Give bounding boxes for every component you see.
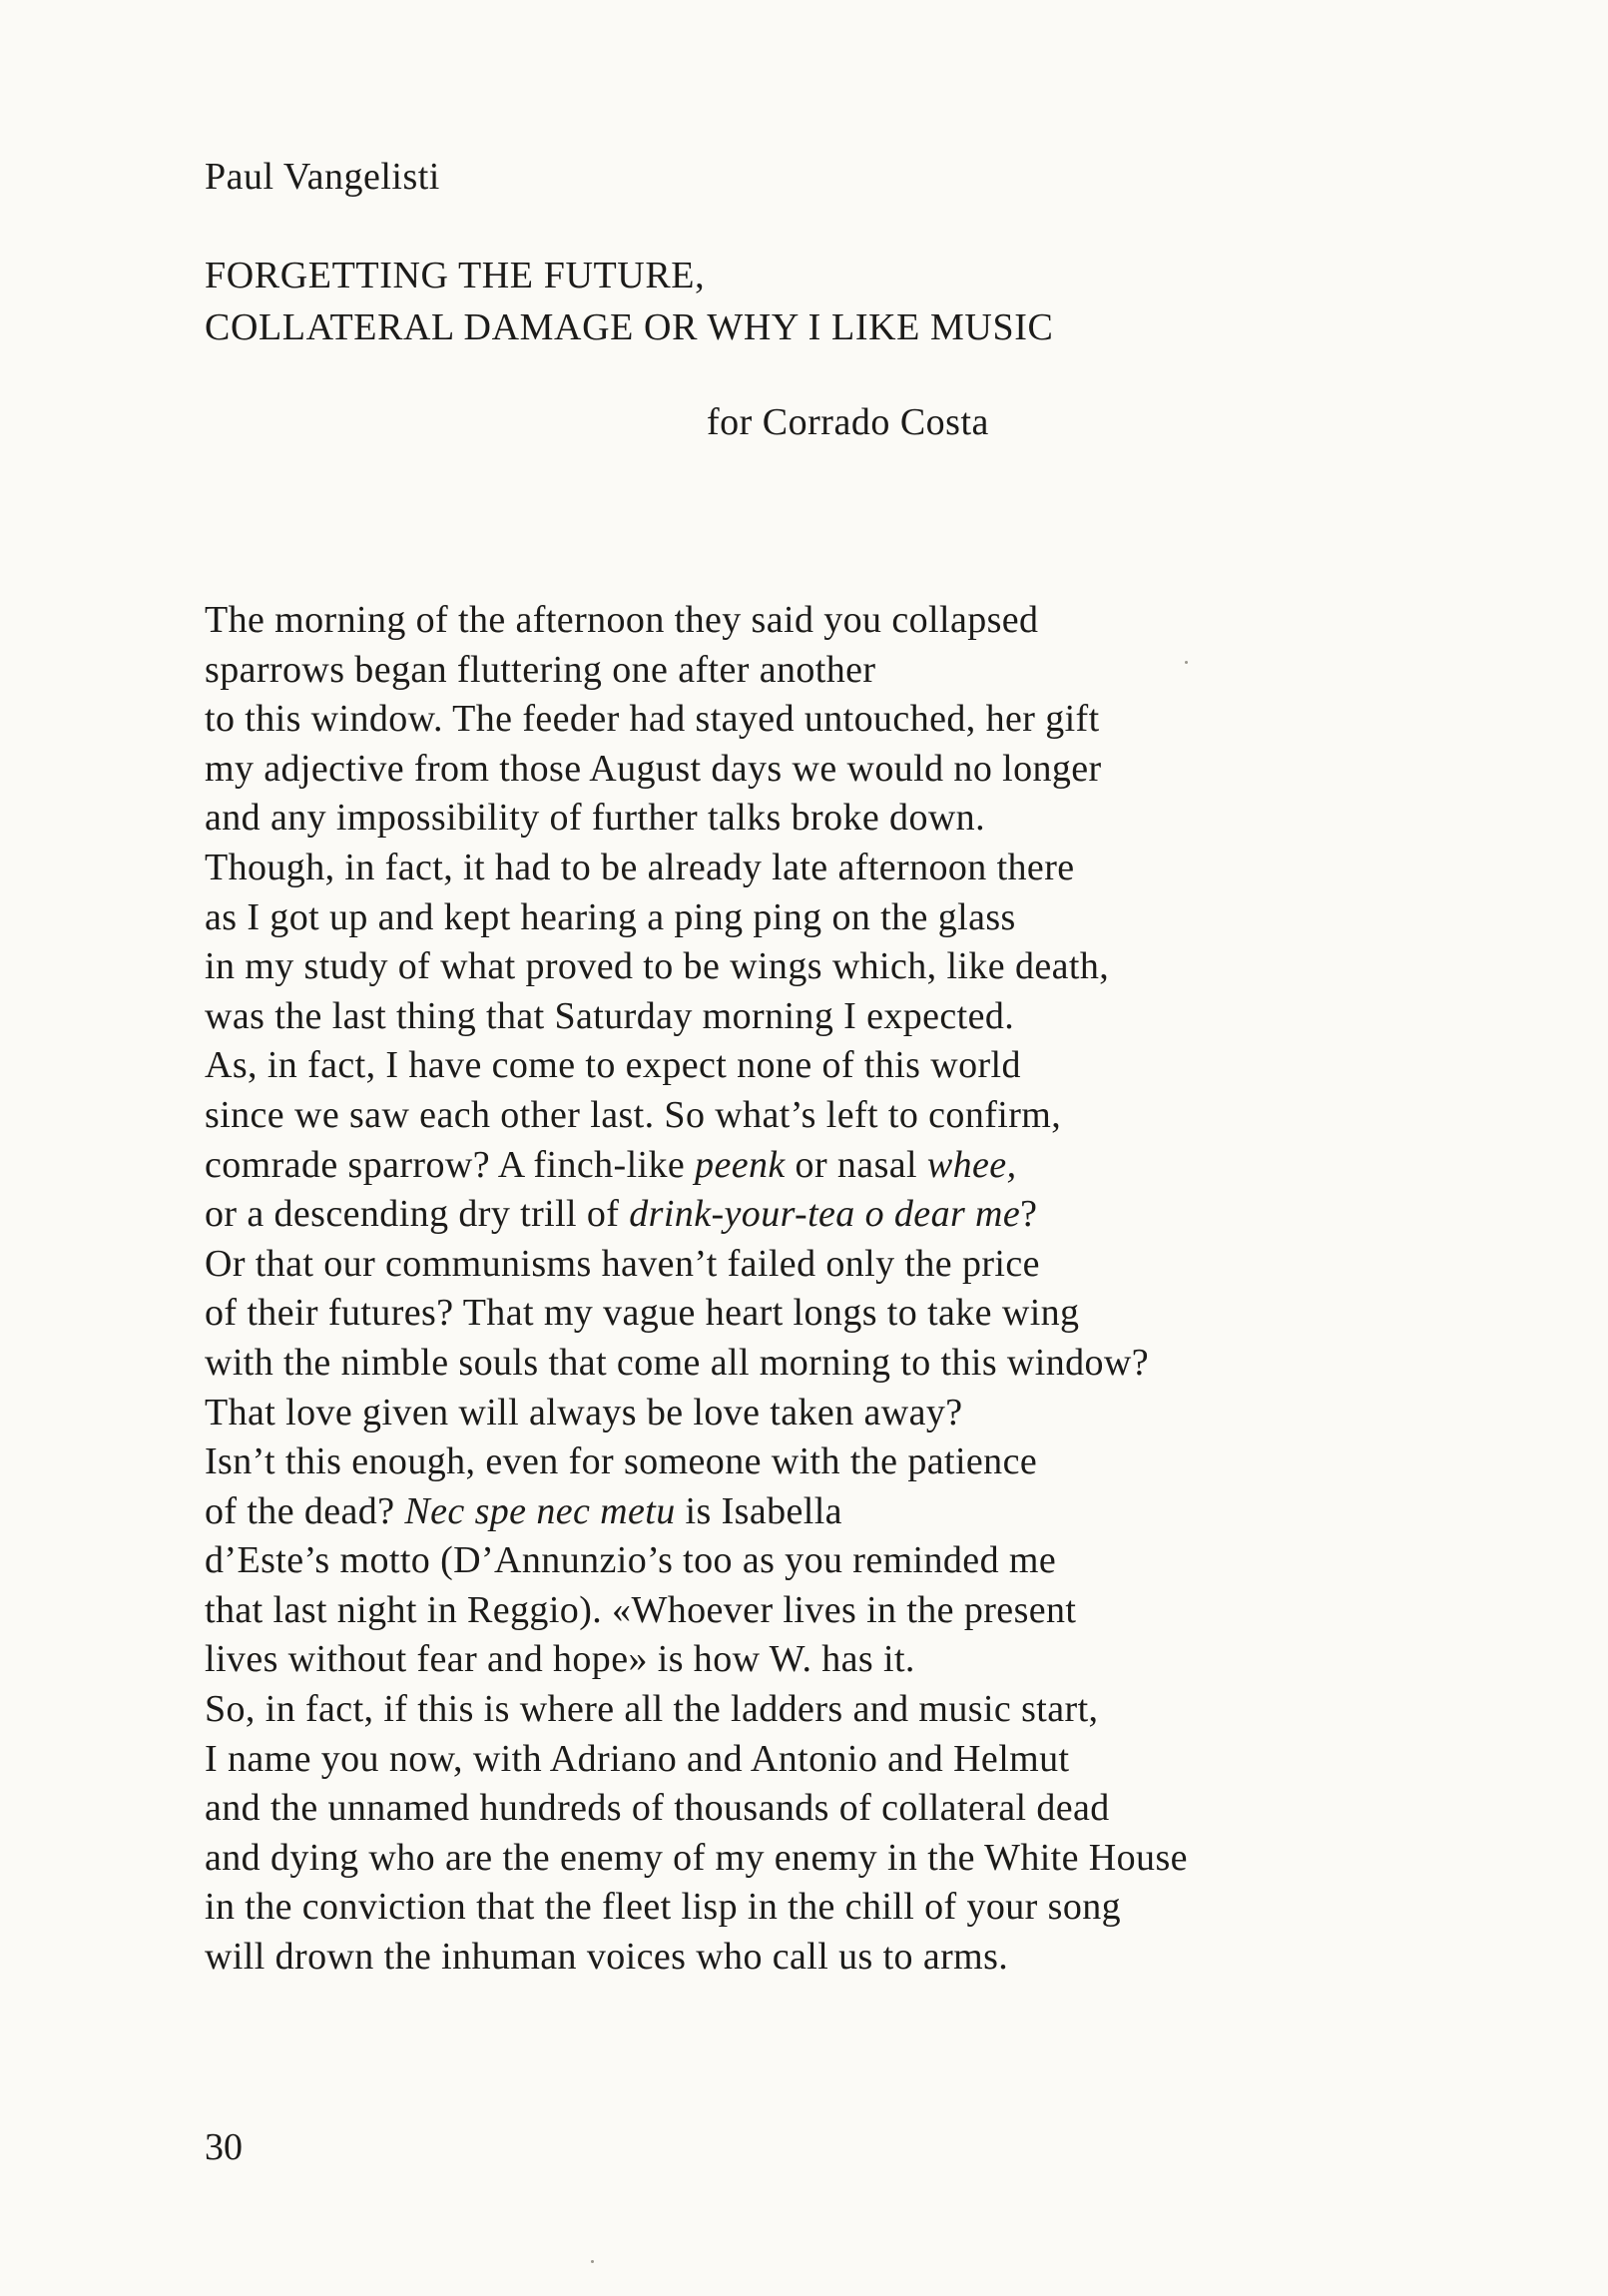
title-line: FORGETTING THE FUTURE,: [205, 255, 706, 296]
italic-phrase: drink-your-tea o dear me: [629, 1193, 1021, 1236]
poem-line: I name you now, with Adriano and Antonio and Helmut: [205, 1737, 1070, 1780]
dedication: for Corrado Costa: [707, 401, 989, 443]
poem-text: ?: [1020, 1193, 1038, 1236]
poem-line: and any impossibility of further talks broke down.: [205, 797, 985, 840]
poem-line: will drown the inhuman voices who call us to arms.: [205, 1936, 1009, 1979]
poem-line: that last night in Reggio). «Whoever lives in the present: [205, 1588, 1077, 1631]
poem-text: comrade sparrow? A finch-like: [205, 1143, 696, 1186]
poem-text: is Isabella: [675, 1489, 842, 1532]
poem-line: since we saw each other last. So what’s left to confirm,: [205, 1093, 1062, 1136]
poem-line: of their futures? That my vague heart longs to take wing: [205, 1292, 1080, 1335]
poem-line: So, in fact, if this is where all the ladders and music start,: [205, 1688, 1099, 1731]
poem-text: or a descending dry trill of: [205, 1193, 630, 1236]
poem-line: The morning of the afternoon they said you collapsed: [205, 599, 1039, 641]
poem-line: in the conviction that the fleet lisp in the chill of your song: [205, 1886, 1122, 1929]
poem-title: [205, 250, 1053, 353]
poem-line: in my study of what proved to be wings which, like death,: [205, 945, 1110, 988]
paper-speck: [591, 2260, 594, 2263]
page-number: 30: [205, 2126, 243, 2168]
poem-line: and dying who are the enemy of my enemy in the White House: [205, 1836, 1188, 1879]
poem-text: of the dead?: [205, 1489, 405, 1532]
poem-line: [205, 1487, 1188, 1537]
poem-line: to this window. The feeder had stayed untouched, her gift: [205, 698, 1100, 741]
poem-line: was the last thing that Saturday morning I expected.: [205, 994, 1015, 1037]
poem-line: Isn’t this enough, even for someone with the patience: [205, 1440, 1038, 1483]
poem-line: d’Este’s motto (D’Annunzio’s too as you reminded me: [205, 1539, 1057, 1582]
paper-speck: [1185, 661, 1188, 664]
poem-line: Or that our communisms haven’t failed only the price: [205, 1242, 1040, 1285]
italic-phrase: peenk: [695, 1143, 786, 1186]
poem-line: with the nimble souls that come all morning to this window?: [205, 1341, 1150, 1384]
poem-line: and the unnamed hundreds of thousands of collateral dead: [205, 1787, 1110, 1830]
poem-line: sparrows began fluttering one after another: [205, 648, 876, 691]
poem-line: That love given will always be love taken away?: [205, 1391, 963, 1434]
poem-line: my adjective from those August days we would no longer: [205, 747, 1102, 790]
author-name: Paul Vangelisti: [205, 156, 440, 198]
poem-text: or nasal: [785, 1143, 927, 1186]
poem-line: [205, 1190, 1188, 1240]
italic-phrase: Nec spe nec metu: [404, 1489, 676, 1532]
poem-line: as I got up and kept hearing a ping ping on the glass: [205, 895, 1016, 938]
poem-line: lives without fear and hope» is how W. has it.: [205, 1638, 915, 1681]
poem-line: As, in fact, I have come to expect none of this world: [205, 1044, 1021, 1087]
title-line: COLLATERAL DAMAGE OR WHY I LIKE MUSIC: [205, 306, 1054, 348]
poem-line: [205, 1141, 1188, 1191]
poem-body: [205, 596, 1188, 1983]
italic-phrase: whee,: [926, 1143, 1017, 1186]
poem-line: Though, in fact, it had to be already late afternoon there: [205, 846, 1075, 888]
